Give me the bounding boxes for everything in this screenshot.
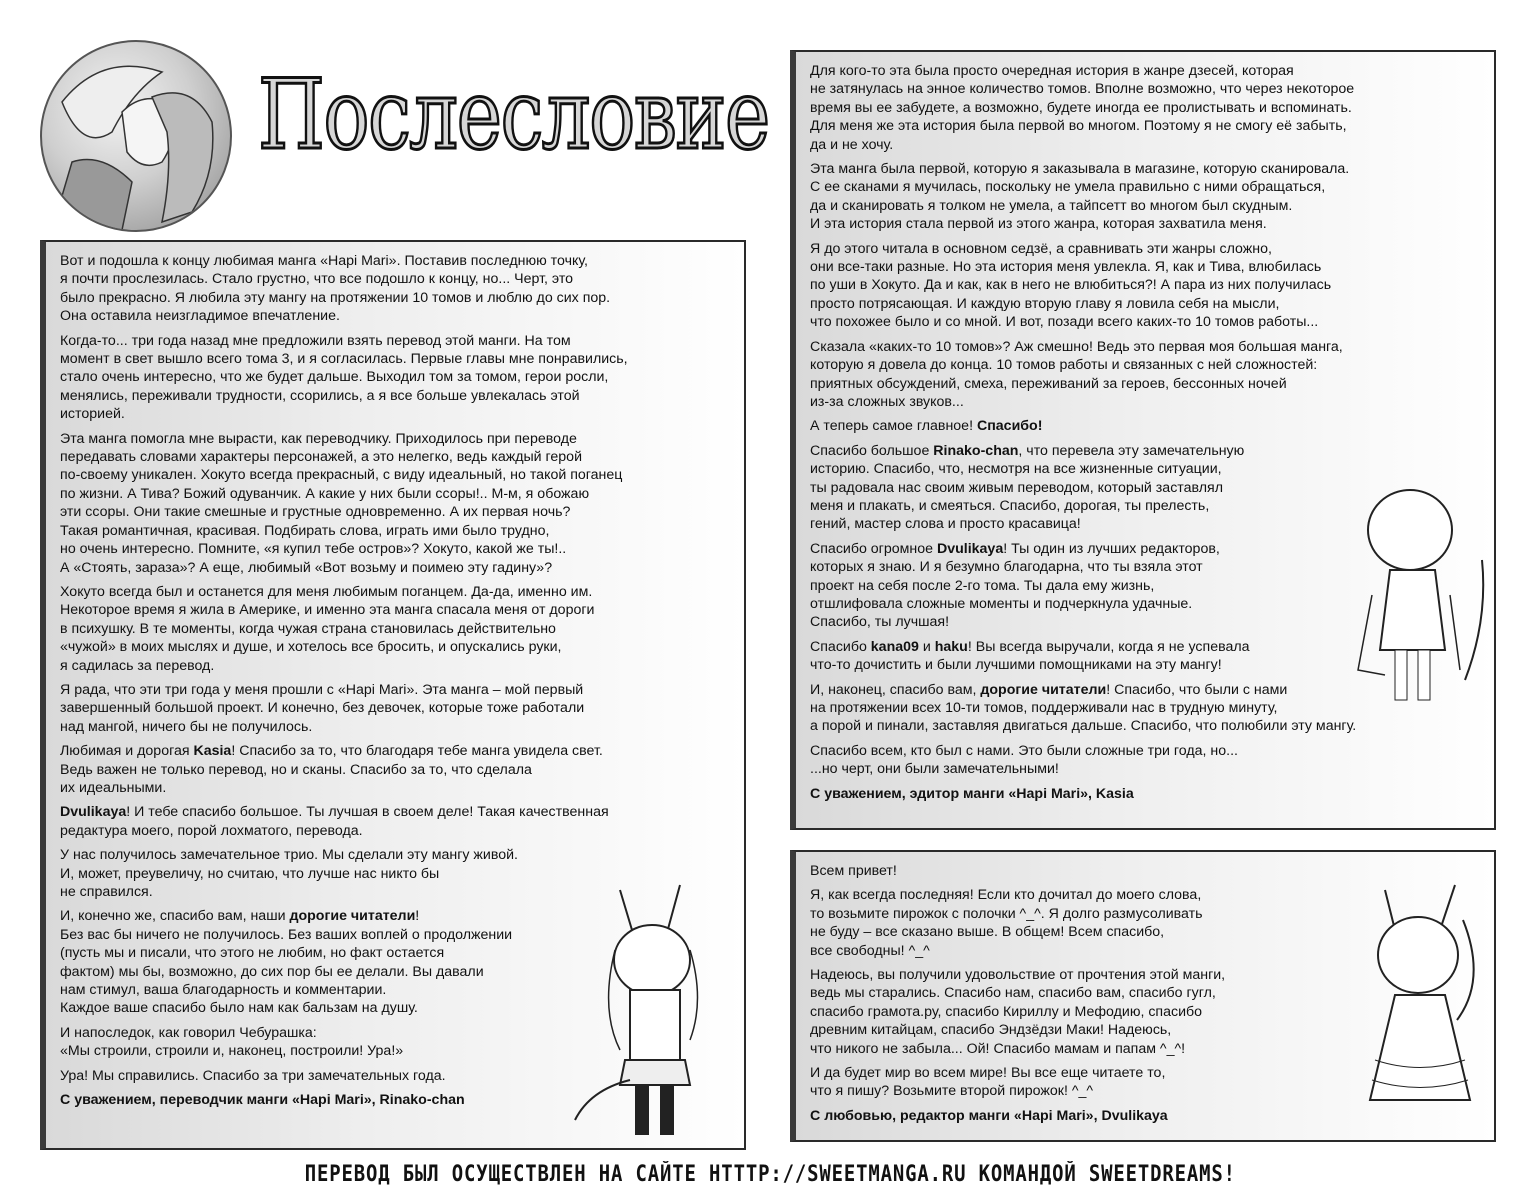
text-line: их идеальными. — [60, 779, 167, 796]
paragraph — [810, 417, 1480, 435]
chibi-cat-girl-illustration — [1345, 870, 1490, 1130]
text-line: по-своему уникален. Хокуто всегда прекрасный, с виду идеальный, но такой поганец — [60, 467, 623, 484]
text-line: историей. — [60, 406, 125, 423]
text-line: все свободны! ^_^ — [810, 942, 930, 959]
text-line: Спасибо всем, кто был с нами. Это были сложные три года, но... — [810, 742, 1238, 759]
text-line: что-то дочистить и были лучшими помощниками на эту мангу! — [810, 657, 1222, 674]
text-line: И, может, преувеличу, но считаю, что лучше нас никто бы — [60, 865, 440, 882]
text-segment: ! Ты один из лучших редакторов, — [1003, 540, 1220, 557]
text-line: историю. Спасибо, что, несмотря на все жизненные ситуации, — [810, 461, 1222, 478]
text-line: отшлифовала сложные моменты и подчеркнула удачные. — [810, 595, 1193, 612]
text-segment: ! — [415, 908, 420, 925]
text-line: Без вас бы ничего не получилось. Без ваших воплей о продолжении — [60, 926, 513, 943]
text-line: Каждое ваше спасибо было нам как бальзам на душу. — [60, 1000, 418, 1017]
text-line — [60, 742, 730, 760]
text-line: момент в свет вышло всего тома 3, и я согласилась. Первые главы мне понравились, — [60, 351, 628, 368]
footer-credits: ПЕРЕВОД БЫЛ ОСУЩЕСТВЛЕН НА САЙТЕ HTTTP://SWEETMANGA.RU КОМАНДОЙ SWEETDREAMS! — [304, 1162, 1236, 1187]
text-segment: Любимая и дорогая — [60, 743, 194, 760]
text-line: Всем привет! — [810, 863, 897, 879]
text-line: а порой и пинали, заставляя двигаться дальше. Спасибо, что полюбили эту мангу. — [810, 718, 1357, 735]
bold-name: kana09 — [870, 638, 919, 655]
text-line: по уши в Хокуто. Да и как, как в него не влюбиться?! А пара из них получилась — [810, 277, 1332, 294]
bold-name: Dvulikaya — [936, 540, 1004, 557]
paragraph — [60, 332, 730, 424]
text-line: что никого не забыла... Ой! Спасибо мамам и папам ^_^! — [810, 1040, 1186, 1057]
text-line: на протяжении всех 10-ти томов, поддерживали нас в трудную минуту, — [810, 700, 1278, 716]
text-line: гений, мастер слова и просто красавица! — [810, 516, 1081, 533]
text-line: но очень интересно. Помните, «я купил тебе остров»? Хокуто, какой же ты!.. — [60, 541, 567, 558]
page-title: Послесловие — [258, 59, 769, 171]
text-line: Я рада, что эти три года у меня прошли с «Hapi Mari». Эта манга – мой первый — [60, 681, 584, 698]
text-line: просто потрясающая. И каждую вторую главу я ловила себя на мысли, — [810, 295, 1280, 312]
text-line: завершенный большой проект. И конечно, без девочек, которые тоже работали — [60, 700, 585, 717]
paragraph — [60, 252, 730, 326]
text-line: редактура моего, порой лохматого, перевода. — [60, 822, 363, 839]
bold-name: Rinako-chan — [933, 442, 1019, 459]
text-segment: Спасибо большое — [810, 442, 934, 459]
text-line: над мангой, ничего бы не получилось. — [60, 718, 313, 735]
text-line: И эта история стала первой из этого жанра, которая захватила меня. — [810, 216, 1267, 233]
paragraph — [60, 742, 730, 797]
text-segment: И, наконец, спасибо вам, — [810, 681, 981, 698]
text-line: фактом) мы бы, возможно, до сих пор бы ее делали. Вы давали — [60, 963, 484, 980]
text-line: (пусть мы и писали, что этого не любим, но факт остается — [60, 945, 445, 962]
text-line: время вы ее забудете, а возможно, будете иногда ее пролистывать и вспоминать. — [810, 99, 1352, 116]
text-line: они все-таки разные. Но эта история меня увлекла. Я, как и Тива, влюбилась — [810, 259, 1322, 276]
text-line: приятных обсуждений, смеха, переживаний за героев, бессонных ночей — [810, 375, 1287, 392]
paragraph — [810, 240, 1480, 332]
bold-name: С уважением, переводчик манги «Hapi Mari», Rinako-chan — [60, 1092, 465, 1109]
text-line: Я, как всегда последняя! Если кто дочитал до моего слова, — [810, 887, 1202, 904]
text-line — [810, 442, 1480, 460]
bold-name: дорогие читатели — [980, 681, 1107, 698]
bold-name: С любовью, редактор манги «Hapi Mari», Dvulikaya — [810, 1107, 1168, 1124]
text-line — [60, 803, 730, 821]
text-line: которую я довела до конца. 10 томов работы и связанных с ней сложностей: — [810, 357, 1318, 374]
paragraph — [60, 803, 730, 840]
text-line: что я пишу? Возьмите второй пирожок! ^_^ — [810, 1083, 1094, 1100]
text-line: Эта манга была первой, которую я заказывала в магазине, которую сканировала. — [810, 161, 1350, 178]
text-line: в психушку. В те моменты, когда чужая страна становилась действительно — [60, 620, 556, 637]
text-line: нам стимул, ваша благодарность и комментарии. — [60, 982, 387, 999]
text-line — [810, 785, 1480, 803]
text-line: Для меня же эта история была первой во многом. Поэтому я не смогу её забыть, — [810, 118, 1347, 135]
text-line: да и сканировать я толком не умела, а тайпсетт во многом был скудным. — [810, 197, 1293, 214]
bold-name: С уважением, эдитор манги «Hapi Mari», Kasia — [810, 785, 1134, 802]
text-line: что похожее было и со мной. И вот, позади всего каких-то 10 томов работы... — [810, 314, 1319, 331]
text-line — [810, 417, 1480, 435]
text-segment: ! Вы всегда выручали, когда я не успевала — [967, 638, 1250, 655]
text-segment: Спасибо — [810, 638, 871, 655]
text-segment: и — [918, 638, 935, 655]
paragraph — [810, 785, 1480, 803]
text-line: Спасибо, ты лучшая! — [810, 614, 950, 631]
paragraph — [810, 338, 1480, 412]
text-line: которых я знаю. И я безумно благодарна, что ты взяла этот — [810, 559, 1203, 576]
text-line: С ее сканами я мучилась, поскольку не умела правильно с ними обращаться, — [810, 179, 1326, 196]
bold-name: Спасибо! — [976, 418, 1043, 435]
text-line: У нас получилось замечательное трио. Мы сделали эту мангу живой. — [60, 847, 518, 864]
text-segment: Спасибо огромное — [810, 540, 937, 557]
text-line: Эта манга помогла мне вырасти, как переводчику. Приходилось при переводе — [60, 430, 577, 447]
text-line: Для кого-то эта была просто очередная история в жанре дзесей, которая — [810, 63, 1294, 79]
paragraph — [810, 160, 1480, 234]
text-line: стало очень интересно, что же будет дальше. Выходил том за томом, герои росли, — [60, 369, 609, 386]
text-line: эти ссоры. Они такие смешные и грустные одновременно. А их первая ночь? — [60, 504, 571, 521]
text-line: И напоследок, как говорил Чебурашка: — [60, 1024, 317, 1041]
chibi-fox-girl-illustration — [560, 880, 730, 1140]
text-line: Надеюсь, вы получили удовольствие от прочтения этой манги, — [810, 967, 1226, 984]
bold-name: дорогие читатели — [289, 908, 416, 925]
text-line: не затянулась на энное количество томов. Вполне возможно, что через некоторое — [810, 81, 1355, 98]
chibi-sword-girl-illustration — [1350, 480, 1490, 710]
text-line: И да будет мир во всем мире! Вы все еще читаете то, — [810, 1065, 1166, 1082]
paragraph — [810, 62, 1480, 154]
text-line: Ура! Мы справились. Спасибо за три замечательных года. — [60, 1067, 446, 1084]
text-line: я почти прослезилась. Стало грустно, что все подошло к концу, но... Черт, это — [60, 271, 574, 288]
text-segment: ! Спасибо за то, что благодаря тебе манга увидела свет. — [231, 743, 603, 760]
text-line: было прекрасно. Я любила эту мангу на протяжении 10 томов и люблю до сих пор. — [60, 289, 611, 306]
text-line: Хокуто всегда был и останется для меня любимым поганцем. Да-да, именно им. — [60, 583, 593, 600]
text-segment: И, конечно же, спасибо вам, наши — [60, 908, 290, 925]
text-line: Я до этого читала в основном седзё, а сравнивать эти жанры сложно, — [810, 240, 1272, 257]
text-line: Вот и подошла к концу любимая манга «Hapi Mari». Поставив последнюю точку, — [60, 253, 588, 269]
text-line: меня и плакать, и смеяться. Спасибо, дорогая, ты прелесть, — [810, 497, 1210, 514]
editor-kasia-afterword-panel — [790, 50, 1496, 830]
text-line: «чужой» в моих мыслях и душе, и хотелось все бросить, и опускались руки, — [60, 639, 562, 656]
text-segment: , что перевела эту замечательную — [1018, 442, 1245, 459]
text-line: по жизни. А Тива? Божий одуванчик. А какие у них были ссоры!.. М-м, я обожаю — [60, 485, 590, 502]
text-segment: А теперь самое главное! — [810, 418, 977, 435]
text-line: передавать словами характеры персонажей, а это нелегко, ведь каждый герой — [60, 449, 582, 466]
text-line: я садилась за перевод. — [60, 657, 215, 674]
text-line: не буду – все сказано выше. В общем! Всем спасибо, — [810, 924, 1165, 941]
paragraph — [810, 742, 1480, 779]
text-line: спасибо грамота.ру, спасибо Кириллу и Мефодию, спасибо — [810, 1003, 1203, 1020]
text-line: ведь мы старались. Спасибо нам, спасибо вам, спасибо гугл, — [810, 985, 1216, 1002]
text-line: Когда-то... три года назад мне предложили взять перевод этой манги. На том — [60, 332, 571, 349]
text-line: Такая романтичная, красивая. Подбирать слова, играть ими было трудно, — [60, 522, 550, 539]
text-line: Сказала «каких-то 10 томов»? Аж смешно! Ведь это первая моя большая манга, — [810, 338, 1343, 355]
text-line: Ведь важен не только перевод, но и сканы. Спасибо за то, что сделала — [60, 761, 532, 778]
text-line: не справился. — [60, 884, 153, 900]
text-line: древним китайцам, спасибо Эндзёдзи Маки! Надеюсь, — [810, 1022, 1172, 1039]
text-segment: ! Спасибо, что были с нами — [1106, 681, 1288, 698]
text-line: ...но черт, они были замечательными! — [810, 761, 1059, 778]
text-line: Некоторое время я жила в Америке, и именно эта манга спасала меня от дороги — [60, 602, 595, 619]
text-line: да и не хочу. — [810, 136, 894, 153]
paragraph — [60, 583, 730, 675]
bold-name: Dvulikaya — [60, 804, 127, 821]
text-line: «Мы строили, строили и, наконец, построили! Ура!» — [60, 1043, 404, 1060]
text-line: ты радовала нас своим живым переводом, который заставлял — [810, 479, 1223, 496]
text-line: А «Стоять, зараза»? А еще, любимый «Вот возьму и поимею эту гадину»? — [60, 559, 553, 576]
text-line: то возьмите пирожок с полочки ^_^. Я долго размусоливать — [810, 905, 1203, 922]
text-line: проект на себя после 2-го тома. Ты дала ему жизнь, — [810, 577, 1155, 594]
bold-name: Kasia — [193, 743, 232, 760]
text-line: Она оставила неизгладимое впечатление. — [60, 308, 340, 325]
paragraph — [60, 430, 730, 577]
text-line: из-за сложных звуков... — [810, 393, 964, 410]
bold-name: haku — [934, 638, 968, 655]
couple-portrait-illustration — [40, 40, 232, 232]
paragraph — [60, 681, 730, 736]
text-segment: ! И тебе спасибо большое. Ты лучшая в своем деле! Такая качественная — [126, 804, 609, 821]
text-line: менялись, переживали трудности, ссорились, а я все больше увлекалась этой — [60, 387, 580, 404]
